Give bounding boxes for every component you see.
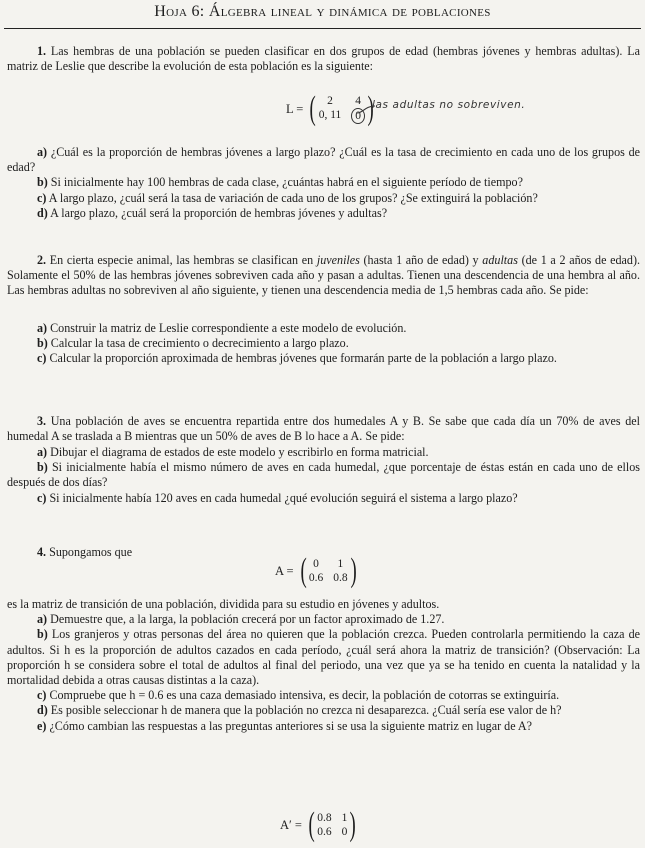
matrix-entry: 0.6	[308, 572, 324, 584]
list-item: b) Calcular la tasa de crecimiento o decrecimiento a largo plazo.	[37, 336, 349, 351]
list-item: b) Si inicialmente había el mismo número de aves en cada humedal, ¿que porcentaje de éstas están en cada uno de ellos después de dos días?	[7, 460, 640, 490]
problem-4-statement: es la matriz de transición de una población, dividida para su estudio en jóvenes y adultos. a) Demuestre que, a la larga, la población crecerá por un factor aproximado de 1.27. b) Los granjeros y otras personas del área no quieren que la población crezca. Pueden controlarla permitiendo la caza de adultos. Si h es la proporción de adultos cazados en cada período, ¿cuál será ahora la matriz de transición? (Observación: La proporción h se considera sobre el total de adultos al final del periodo, una vez que ya se ha tenido en cuenta la natalidad y la mortalidad debida a otras causas distintas a la caza). c) Compruebe que h = 0.6 es una caza demasiado intensiva, es decir, la población de cotorras se extinguiría. d) Es posible seleccionar h de manera que la población no crezca ni desaparezca. ¿Cuál sería ese valor de h? e) ¿Cómo cambian las respuestas a las preguntas anteriores si se usa la siguiente matriz en lugar de A?	[7, 597, 640, 733]
title-rule	[4, 28, 641, 29]
matrix-A-prime-entries	[317, 811, 347, 839]
list-item: d) A largo plazo, ¿cuál será la proporción de hembras jóvenes y adultas?	[37, 205, 388, 220]
matrix-entry: 0.8	[317, 812, 332, 824]
list-item: c) Compruebe que h = 0.6 es una caza demasiado intensiva, es decir, la población de cotorras se extinguiría.	[37, 688, 560, 703]
matrix-A-prime	[280, 808, 359, 842]
left-paren-icon: (	[308, 806, 315, 843]
problem-2-items	[7, 321, 640, 367]
left-paren-icon: (	[309, 90, 317, 127]
right-paren-icon: )	[367, 90, 374, 127]
matrix-A-label: A =	[275, 563, 294, 578]
matrix-entry: 4	[355, 95, 362, 107]
problem-4-number: 4.	[37, 545, 47, 559]
problem-4-intro: 4. Supongamos que	[37, 545, 133, 559]
list-item: a) Construir la matriz de Leslie correspondiente a este modelo de evolución.	[37, 321, 407, 335]
list-item: c) Calcular la proporción aproximada de hembras jóvenes que formarán parte de la población a largo plazo.	[37, 351, 557, 366]
matrix-entry: 1	[337, 558, 344, 570]
list-item: a) ¿Cuál es la proporción de hembras jóvenes a largo plazo? ¿Cuál es la tasa de crecimiento en cada uno de los grupos de edad?	[7, 145, 640, 175]
matrix-entry: 1	[341, 812, 348, 824]
matrix-entry: 0.8	[333, 572, 348, 584]
problem-1-text: Las hembras de una población se pueden clasificar en dos grupos de edad (hembras jóvenes y hembras adultas). La matriz de Leslie que describe la evolución de esta población es la siguiente:	[7, 44, 640, 74]
page-title: Hoja 6: Álgebra lineal y dinámica de poblaciones	[154, 3, 491, 20]
matrix-entry-circled: 0	[351, 108, 365, 124]
term-adultas: adultas	[482, 253, 518, 267]
list-item: a) Dibujar el diagrama de estados de este modelo y escribirlo en forma matricial.	[37, 445, 429, 459]
problem-2-number: 2.	[37, 253, 47, 267]
problem-1-statement	[7, 44, 640, 74]
matrix-L-label: L =	[286, 101, 304, 116]
right-paren-icon: )	[350, 552, 357, 589]
problem-2-statement: 2. En cierta especie animal, las hembras se clasifican en juveniles (hasta 1 año de edad) y adultas (de 1 a 2 años de edad). Solamente el 50% de las hembras jóvenes sobreviven cada año y pasan a adultas. Tienen una descendencia de una hembra al año. Las hembras adultas no sobreviven al año siguiente, y tienen una descendencia media de 1,5 hembras cada año. Se pide:	[7, 253, 641, 298]
list-item: a) Demuestre que, a la larga, la población crecerá por un factor aproximado de 1.27.	[37, 612, 445, 627]
matrix-A-entries	[309, 557, 348, 585]
problem-1-number: 1.	[37, 44, 47, 58]
list-item: b) Si inicialmente hay 100 hembras de cada clase, ¿cuántas habrá en el siguiente período de tiempo?	[37, 175, 523, 190]
list-item: e) ¿Cómo cambian las respuestas a las preguntas anteriores si se usa la siguiente matriz en lugar de A?	[37, 718, 533, 733]
matrix-entry: 0, 11	[318, 109, 342, 121]
matrix-entry: 2	[327, 95, 333, 107]
list-item: d) Es posible seleccionar h de manera que la población no crezca ni desaparezca. ¿Cuál sería ese valor de h?	[37, 703, 562, 718]
term-juveniles: juveniles	[316, 253, 360, 267]
matrix-A-prime-label: A′ =	[280, 817, 302, 832]
list-item: c) Si inicialmente había 120 aves en cada humedal ¿qué evolución seguirá el sistema a largo plazo?	[37, 490, 518, 505]
problem-1-items	[7, 145, 640, 221]
right-paren-icon: )	[349, 806, 357, 843]
matrix-A	[275, 554, 359, 588]
handwritten-note: las adultas no sobreviven.	[372, 99, 526, 111]
problem-3-items	[7, 445, 640, 506]
left-paren-icon: (	[300, 552, 307, 589]
problem-3-number: 3.	[37, 414, 47, 428]
matrix-entry: 0	[341, 826, 348, 838]
matrix-entry: 0	[313, 558, 319, 570]
list-item: b) Los granjeros y otras personas del área no quieren que la población crezca. Pueden controlarla permitiendo la caza de adultos. Si h es la proporción de adultos cazados en cada período, ¿cuál será ahora la matriz de transición? (Observación: La proporción h se considera sobre el total de adultos al final del periodo, una vez que ya se ha tenido en cuenta la natalidad y la mortalidad debida a otras causas distintas a la caza).	[7, 627, 640, 688]
matrix-entry: 0.6	[317, 826, 332, 838]
problem-3-statement: 3. Una población de aves se encuentra repartida entre dos humedales A y B. Se sabe que cada día un 70% de aves del humedal A se traslada a B mientras que un 50% de aves de B lo hace a A. Se pide:	[7, 414, 640, 444]
list-item: c) A largo plazo, ¿cuál será la tasa de variación de cada uno de los grupos? ¿Se extinguirá la población?	[37, 190, 538, 205]
